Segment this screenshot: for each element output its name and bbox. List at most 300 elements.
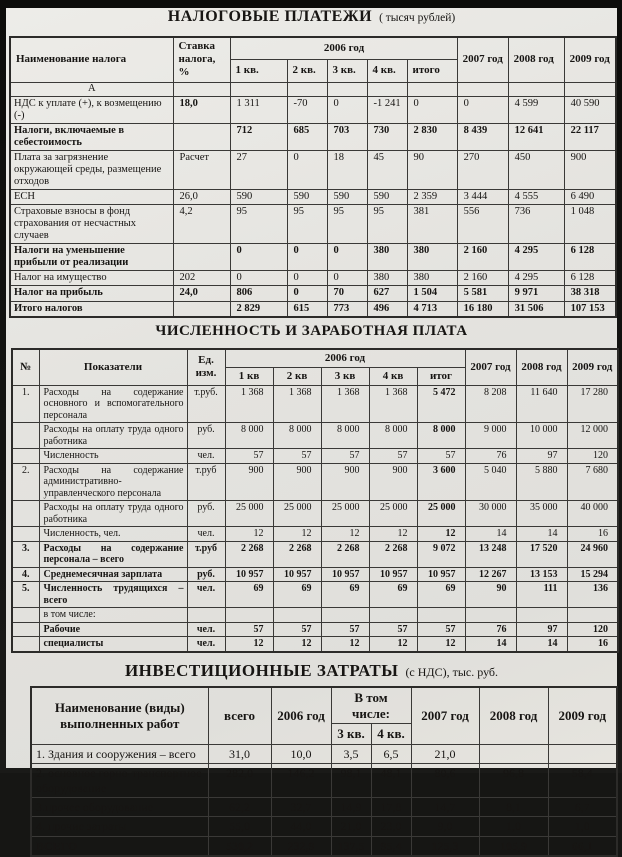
tax-payments-table <box>9 36 617 318</box>
row-label-cell: Страховые взносы в фонд страхования от несчастных случаев <box>10 205 173 244</box>
value-cell: 17 280 <box>567 385 618 423</box>
value-cell: 202 <box>173 271 230 286</box>
value-cell: 4 295 <box>508 244 564 271</box>
row-label-cell: Плата за загрязнение окружающей среды, размещение отходов <box>10 150 173 189</box>
row-label-cell: Налог на имущество <box>10 271 173 286</box>
value-cell: 2 830 <box>407 123 457 150</box>
value-cell: 8 208 <box>465 385 516 423</box>
value-cell: 55,0 <box>208 817 271 836</box>
value-cell: 24,0 <box>173 286 230 301</box>
value-cell: 32,7 <box>271 797 331 816</box>
value-cell: 12 <box>225 527 273 542</box>
value-cell: чел. <box>187 582 225 608</box>
value-cell: 107 153 <box>564 301 616 317</box>
column-header: 2009 год <box>548 687 617 744</box>
value-cell: 736 <box>508 205 564 244</box>
value-cell <box>564 82 616 96</box>
table-row <box>10 123 616 150</box>
value-cell: 10 957 <box>369 567 417 582</box>
value-cell: 25 000 <box>321 501 369 527</box>
value-cell: 5 040 <box>465 463 516 501</box>
value-cell: 27 <box>230 150 287 189</box>
value-cell: 496 <box>367 301 407 317</box>
value-cell: 6 128 <box>564 271 616 286</box>
value-cell: 12 267 <box>465 567 516 582</box>
value-cell: 380 <box>367 271 407 286</box>
value-cell: 18,0 <box>173 96 230 123</box>
value-cell: 10 957 <box>273 567 321 582</box>
value-cell: 806 <box>230 286 287 301</box>
row-label-cell: 2. <box>12 463 39 501</box>
value-cell: 1 368 <box>273 385 321 423</box>
value-cell: 0 <box>287 271 327 286</box>
row-label-cell: ЕСН <box>10 190 173 205</box>
row-label-cell <box>12 608 39 623</box>
value-cell: 30 000 <box>465 501 516 527</box>
value-cell: 773 <box>327 301 367 317</box>
value-cell: 6,7 <box>548 797 617 816</box>
value-cell: Численность, чел. <box>39 527 187 542</box>
row-label-cell: Налоги, включаемые в себестоимость <box>10 123 173 150</box>
column-header: 2007 год <box>411 687 479 744</box>
value-cell <box>369 608 417 623</box>
column-header: 2008 год <box>479 687 548 744</box>
value-cell: руб. <box>187 423 225 449</box>
column-header: Ед. изм. <box>187 349 225 386</box>
value-cell: 95 <box>327 205 367 244</box>
value-cell: 69 <box>417 582 465 608</box>
value-cell: 380 <box>407 271 457 286</box>
value-cell: 40 590 <box>564 96 616 123</box>
table-row <box>10 271 616 286</box>
value-cell: 137,5 <box>331 836 371 856</box>
table-row <box>10 150 616 189</box>
value-cell: 57 <box>225 622 273 637</box>
value-cell: 95 <box>230 205 287 244</box>
value-cell: Расходы на содержание персонала – всего <box>39 541 187 567</box>
row-label-cell: 2. основное горно-транспортное оборудование <box>31 764 208 798</box>
value-cell: в том числе: <box>39 608 187 623</box>
value-cell: 730 <box>367 123 407 150</box>
value-cell: 16 180 <box>457 301 508 317</box>
value-cell: 1 368 <box>225 385 273 423</box>
value-cell: 96,8 <box>479 764 548 798</box>
value-cell: 5 581 <box>457 286 508 301</box>
value-cell: 13 153 <box>516 567 567 582</box>
value-cell: 8 000 <box>417 423 465 449</box>
value-cell: 90 <box>407 150 457 189</box>
value-cell: 4 599 <box>508 96 564 123</box>
value-cell: 44,0 <box>271 817 331 836</box>
value-cell: т.руб <box>187 541 225 567</box>
value-cell: 24 960 <box>567 541 618 567</box>
value-cell: 1 311 <box>230 96 287 123</box>
value-cell <box>479 744 548 763</box>
value-cell: 16 <box>567 527 618 542</box>
table-row <box>10 205 616 244</box>
value-cell: 12 <box>417 637 465 652</box>
value-cell <box>548 744 617 763</box>
value-cell: 105,9 <box>479 836 548 856</box>
header-row <box>31 687 617 724</box>
table-row <box>10 96 616 123</box>
value-cell: руб. <box>187 501 225 527</box>
value-cell: 76 <box>465 622 516 637</box>
value-cell: -1 241 <box>367 96 407 123</box>
value-cell <box>173 301 230 317</box>
value-cell: 136 <box>567 582 618 608</box>
value-cell: 0 <box>327 271 367 286</box>
value-cell <box>457 82 508 96</box>
value-cell: 0 <box>230 271 287 286</box>
value-cell: 590 <box>327 190 367 205</box>
column-header: 2009 год <box>564 37 616 82</box>
table-row <box>31 797 617 816</box>
title-unit-note: ( тысяч рублей) <box>379 12 456 24</box>
value-cell: 69 <box>369 582 417 608</box>
value-cell: 57 <box>321 622 369 637</box>
value-cell: 0 <box>287 244 327 271</box>
value-cell: 8 000 <box>225 423 273 449</box>
column-header: 4 кв. <box>367 60 407 82</box>
value-cell: 57 <box>417 622 465 637</box>
row-label-cell: ВСЕГО <box>31 836 208 856</box>
row-label-cell <box>12 527 39 542</box>
value-cell: 12 <box>321 527 369 542</box>
value-cell: 57 <box>417 449 465 464</box>
value-cell: 69 <box>321 582 369 608</box>
value-cell: 57 <box>369 622 417 637</box>
value-cell: 381 <box>407 205 457 244</box>
table-row <box>31 836 617 856</box>
value-cell: 6 490 <box>564 190 616 205</box>
value-cell: Расходы на оплату труда одного работника <box>39 423 187 449</box>
table-row <box>12 637 618 652</box>
table-row <box>12 463 618 501</box>
row-label-cell: А <box>10 82 173 96</box>
value-cell: 17,8 <box>371 797 411 816</box>
row-label-cell: НДС к уплате (+), к возмещению (-) <box>10 96 173 123</box>
value-cell: 9,0 <box>411 817 479 836</box>
value-cell: Расходы на оплату труда одного работника <box>39 501 187 527</box>
value-cell: 0 <box>327 96 367 123</box>
value-cell: 111 <box>516 582 567 608</box>
value-cell: 6,5 <box>371 744 411 763</box>
column-header: 3 кв. <box>327 60 367 82</box>
value-cell: 57 <box>369 449 417 464</box>
value-cell: 8 000 <box>321 423 369 449</box>
table-row <box>12 385 618 423</box>
column-header: 2006 год <box>271 687 331 744</box>
value-cell: 25 000 <box>273 501 321 527</box>
value-cell: 900 <box>321 463 369 501</box>
value-cell: 0 <box>457 96 508 123</box>
row-label-cell <box>12 622 39 637</box>
value-cell: 450 <box>508 150 564 189</box>
value-cell: 35 000 <box>516 501 567 527</box>
table-row <box>31 744 617 763</box>
value-cell: 10,0 <box>271 744 331 763</box>
value-cell: 0 <box>230 244 287 271</box>
value-cell: чел. <box>187 622 225 637</box>
value-cell: 282,0 <box>208 764 271 798</box>
value-cell: 12 <box>369 637 417 652</box>
column-header: итого <box>407 60 457 82</box>
table-row <box>12 622 618 637</box>
value-cell <box>321 608 369 623</box>
value-cell: 9 072 <box>417 541 465 567</box>
value-cell: 10 957 <box>417 567 465 582</box>
column-header: 2007 год <box>457 37 508 82</box>
value-cell <box>187 608 225 623</box>
column-header: 3 кв. <box>331 724 371 745</box>
value-cell: 900 <box>369 463 417 501</box>
value-cell: 16 <box>567 637 618 652</box>
value-cell: 26,0 <box>173 190 230 205</box>
value-cell: 76 <box>465 449 516 464</box>
value-cell: 4,2 <box>173 205 230 244</box>
value-cell: Среднемесячная зарплата <box>39 567 187 582</box>
table-row <box>12 582 618 608</box>
column-header: 2009 год <box>567 349 618 386</box>
value-cell: 12 <box>321 637 369 652</box>
row-label-cell <box>12 501 39 527</box>
value-cell: 57 <box>273 622 321 637</box>
table-row <box>10 82 616 96</box>
value-cell: руб. <box>187 567 225 582</box>
value-cell: 120 <box>567 449 618 464</box>
value-cell <box>508 82 564 96</box>
value-cell <box>367 82 407 96</box>
title-unit-note: (с НДС), тыс. руб. <box>405 664 499 679</box>
table-row <box>10 301 616 317</box>
value-cell: 95 <box>287 205 327 244</box>
table-row <box>12 501 618 527</box>
value-cell: 0 <box>287 286 327 301</box>
column-header: 1 кв. <box>230 60 287 82</box>
value-cell: 590 <box>287 190 327 205</box>
value-cell: 66,1 <box>548 836 617 856</box>
table-row <box>12 541 618 567</box>
value-cell: чел. <box>187 449 225 464</box>
row-label-cell: Налог на прибыль <box>10 286 173 301</box>
table-row <box>10 190 616 205</box>
column-header: 2006 год <box>230 37 457 60</box>
value-cell: 12 641 <box>508 123 564 150</box>
value-cell: 3 444 <box>457 190 508 205</box>
value-cell: 40 000 <box>567 501 618 527</box>
value-cell: 15 294 <box>567 567 618 582</box>
value-cell: 69 <box>225 582 273 608</box>
value-cell: 8 000 <box>273 423 321 449</box>
header-row <box>10 37 616 60</box>
table-row <box>12 423 618 449</box>
value-cell: 12 000 <box>567 423 618 449</box>
value-cell: 69 <box>273 582 321 608</box>
value-cell <box>417 608 465 623</box>
row-label-cell <box>12 637 39 652</box>
value-cell: 10 000 <box>516 423 567 449</box>
value-cell: 2 268 <box>369 541 417 567</box>
value-cell <box>273 608 321 623</box>
value-cell: 57 <box>273 449 321 464</box>
value-cell: 22 117 <box>564 123 616 150</box>
value-cell: Расходы на содержание основного и вспомогательного персонала <box>39 385 187 423</box>
investment-costs-table <box>30 686 618 857</box>
value-cell: 70 <box>327 286 367 301</box>
value-cell: 0 <box>287 150 327 189</box>
value-cell: 95 <box>367 205 407 244</box>
tax-payments-title <box>8 8 615 26</box>
column-header: 2008 год <box>508 37 564 82</box>
column-header: В том числе: <box>331 687 411 724</box>
value-cell: 9 000 <box>465 423 516 449</box>
column-header: Наименование налога <box>10 37 173 82</box>
value-cell: 0 <box>327 244 367 271</box>
value-cell: 25 000 <box>225 501 273 527</box>
column-header: Показатели <box>39 349 187 386</box>
value-cell: 380 <box>367 244 407 271</box>
value-cell: 10 957 <box>225 567 273 582</box>
value-cell <box>287 82 327 96</box>
value-cell: 45 <box>367 150 407 189</box>
value-cell <box>173 123 230 150</box>
value-cell: 7 680 <box>567 463 618 501</box>
value-cell: 38 318 <box>564 286 616 301</box>
column-header: всего <box>208 687 271 744</box>
value-cell <box>516 608 567 623</box>
value-cell: 57 <box>225 449 273 464</box>
column-header: 4 кв. <box>371 724 411 745</box>
value-cell: 703 <box>327 123 367 150</box>
value-cell: 4 713 <box>407 301 457 317</box>
value-cell: 2 268 <box>321 541 369 567</box>
value-cell: 1 504 <box>407 286 457 301</box>
value-cell <box>407 82 457 96</box>
column-header: 3 кв <box>321 367 369 385</box>
value-cell: 2 160 <box>457 271 508 286</box>
column-header: 2007 год <box>465 349 516 386</box>
table-row <box>12 449 618 464</box>
value-cell: 62,2 <box>208 797 271 816</box>
value-cell: 14 <box>465 527 516 542</box>
value-cell: 900 <box>564 150 616 189</box>
investment-costs-title <box>8 661 615 681</box>
value-cell: 4 555 <box>508 190 564 205</box>
value-cell: 120 <box>567 622 618 637</box>
value-cell: 13 248 <box>465 541 516 567</box>
value-cell: 12 <box>369 527 417 542</box>
value-cell: 10 957 <box>321 567 369 582</box>
value-cell: 5 880 <box>516 463 567 501</box>
column-header: 2 кв <box>273 367 321 385</box>
column-header: итог <box>417 367 465 385</box>
row-label-cell: Итого налогов <box>10 301 173 317</box>
value-cell: 146,2 <box>271 764 331 798</box>
value-cell: 530,2 <box>208 836 271 856</box>
value-cell: 270 <box>457 150 508 189</box>
row-label-cell: 1. <box>12 385 39 423</box>
value-cell: 18 <box>327 150 367 189</box>
column-header: 2006 год <box>225 349 465 368</box>
value-cell: 12 <box>273 527 321 542</box>
row-label-cell: 4. прочие затраты <box>31 817 208 836</box>
row-label-cell: 5. <box>12 582 39 608</box>
value-cell: 23,0 <box>371 817 411 836</box>
value-cell: 3 600 <box>417 463 465 501</box>
value-cell: 31 506 <box>508 301 564 317</box>
value-cell <box>225 608 273 623</box>
column-header: Наименование (виды) выполненных работ <box>31 687 208 744</box>
headcount-wages-table <box>11 348 619 653</box>
value-cell: Рабочие <box>39 622 187 637</box>
value-cell: -70 <box>287 96 327 123</box>
value-cell: Расходы на содержание административно-управленческого персонала <box>39 463 187 501</box>
value-cell: 97 <box>516 449 567 464</box>
value-cell: 1,0 <box>479 817 548 836</box>
column-header: 4 кв <box>369 367 417 385</box>
value-cell: 14 <box>465 637 516 652</box>
value-cell <box>173 82 230 96</box>
value-cell: 1 368 <box>369 385 417 423</box>
value-cell: 9 971 <box>508 286 564 301</box>
value-cell <box>465 608 516 623</box>
value-cell: Численность трудящихся – всего <box>39 582 187 608</box>
column-header: № <box>12 349 39 386</box>
value-cell: 12 <box>417 527 465 542</box>
value-cell: Численность <box>39 449 187 464</box>
value-cell: чел. <box>187 637 225 652</box>
value-cell: 2 829 <box>230 301 287 317</box>
table-row <box>31 764 617 798</box>
table-row <box>31 817 617 836</box>
row-label-cell: Налоги на уменьшение прибыли от реализации <box>10 244 173 271</box>
value-cell: 590 <box>367 190 407 205</box>
column-header: 2 кв. <box>287 60 327 82</box>
value-cell: 712 <box>230 123 287 150</box>
value-cell: 14 <box>516 527 567 542</box>
value-cell: 900 <box>225 463 273 501</box>
value-cell: 1,0 <box>548 817 617 836</box>
value-cell: 5 472 <box>417 385 465 423</box>
value-cell: 380 <box>407 244 457 271</box>
value-cell: 95,4 <box>371 836 411 856</box>
value-cell <box>173 244 230 271</box>
value-cell: 12 <box>273 637 321 652</box>
value-cell: 3,5 <box>331 744 371 763</box>
value-cell: 2 359 <box>407 190 457 205</box>
value-cell: специалисты <box>39 637 187 652</box>
value-cell: 12 <box>225 637 273 652</box>
value-cell: 21,0 <box>411 744 479 763</box>
value-cell: 11 640 <box>516 385 567 423</box>
value-cell: 2 268 <box>225 541 273 567</box>
table-row <box>10 286 616 301</box>
value-cell: т.руб <box>187 463 225 501</box>
row-label-cell <box>12 449 39 464</box>
table-row <box>12 608 618 623</box>
value-cell: 1 368 <box>321 385 369 423</box>
value-cell: чел. <box>187 527 225 542</box>
value-cell: 627 <box>367 286 407 301</box>
column-header: 1 кв <box>225 367 273 385</box>
value-cell: 2 160 <box>457 244 508 271</box>
title-text: ИНВЕСТИЦИОННЫЕ ЗАТРАТЫ <box>124 660 399 680</box>
value-cell: 556 <box>457 205 508 244</box>
value-cell: 90 <box>465 582 516 608</box>
value-cell: 685 <box>287 123 327 150</box>
value-cell: 58,4 <box>548 764 617 798</box>
